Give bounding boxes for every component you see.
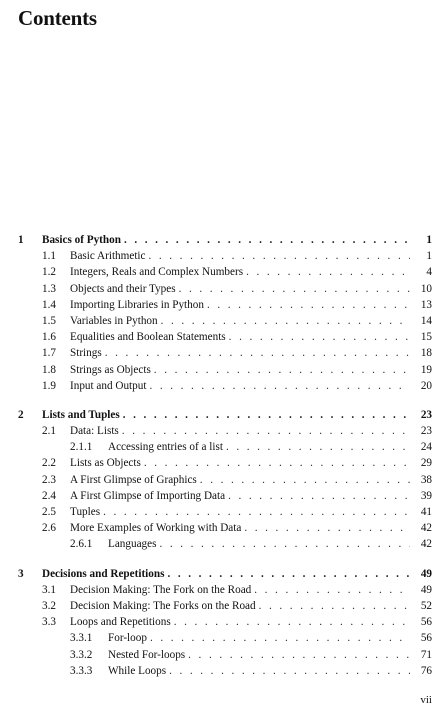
toc-section-entry[interactable] [0,297,446,313]
toc-section-entry[interactable] [0,455,446,471]
toc-entry-number: 2.6.1 [70,538,93,551]
toc-section-entry[interactable] [0,423,446,439]
toc-entry-page: 24 [420,441,432,454]
toc-entry-label-leader [42,232,410,248]
toc-section-entry[interactable] [0,582,446,598]
toc-entry-label-leader [70,362,410,378]
toc-entry-label-leader [42,566,410,582]
toc-entry-label-leader [108,439,410,455]
toc-entry-number: 3.3.1 [70,632,93,645]
toc-subsubsection-entry[interactable] [0,439,446,455]
toc-entry-label-leader [70,423,410,439]
toc-entry-label-leader [70,472,410,488]
toc-entry-number: 3.3.3 [70,664,93,677]
toc-chapter-block [0,566,446,679]
toc-section-entry[interactable] [0,614,446,630]
toc-entry-number: 3 [18,567,24,580]
toc-entry-title: Lists and Tuples [42,408,120,421]
toc-entry-number: 1.2 [42,266,56,279]
toc-section-entry[interactable] [0,281,446,297]
dot-leader [167,566,410,582]
toc-subsubsection-entry[interactable] [0,647,446,663]
dot-leader [105,345,410,361]
toc-entry-title: Input and Output [70,379,147,392]
toc-entry-title: For-loop [108,632,147,645]
toc-entry-title: A First Glimpse of Graphics [70,473,197,486]
toc-entry-number: 2.4 [42,489,56,502]
dot-leader [103,504,410,520]
toc-entry-number: 1.4 [42,298,56,311]
toc-entry-number: 1.1 [42,250,56,263]
toc-entry-label-leader [70,264,410,280]
toc-entry-number: 1.7 [42,347,56,360]
toc-entry-page: 23 [420,425,432,438]
toc-entry-page: 15 [420,331,432,344]
toc-entry-page: 42 [420,522,432,535]
toc-entry-label-leader [70,281,410,297]
toc-section-entry[interactable] [0,264,446,280]
toc-entry-title: Lists as Objects [70,457,141,470]
toc-entry-page: 71 [420,648,432,661]
toc-entry-number: 3.3.2 [70,648,93,661]
toc-entry-title: Data: Lists [70,425,119,438]
toc-entry-page: 52 [420,599,432,612]
toc-entry-page: 1 [426,234,432,246]
toc-entry-number: 1.6 [42,331,56,344]
toc-entry-page: 38 [420,473,432,486]
toc-entry-label-leader [108,536,410,552]
toc-entry-label-leader [70,520,410,536]
dot-leader [122,423,410,439]
page-number-folio: vii [420,694,432,706]
dot-leader [123,407,410,423]
dot-leader [246,264,410,280]
toc-entry-number: 2.6 [42,522,56,535]
toc-entry-label-leader [108,663,410,679]
dot-leader [254,582,410,598]
toc-entry-label-leader [70,614,410,630]
toc-section-entry[interactable] [0,520,446,536]
toc-entry-page: 10 [420,282,432,295]
toc-entry-title: Importing Libraries in Python [70,298,204,311]
toc-entry-page: 29 [420,457,432,470]
dot-leader [207,297,410,313]
toc-entry-label-leader [70,378,410,394]
dot-leader [149,378,410,394]
dot-leader [244,520,410,536]
toc-entry-label-leader [70,582,410,598]
toc-entry-page: 41 [420,506,432,518]
dot-leader [259,598,410,614]
toc-section-entry[interactable] [0,248,446,264]
toc-entry-page: 14 [420,314,432,327]
toc-entry-title: Basic Arithmetic [70,250,146,263]
dot-leader [149,248,411,264]
toc-entry-label-leader [70,297,410,313]
toc-entry-page: 13 [420,298,432,311]
toc-entry-title: Objects and their Types [70,282,176,295]
dot-leader [229,329,410,345]
toc-entry-label-leader [70,313,410,329]
toc-entry-number: 2.3 [42,473,56,486]
toc-entry-page: 4 [426,266,432,279]
toc-section-entry[interactable] [0,345,446,361]
toc-section-entry[interactable] [0,362,446,378]
toc-subsubsection-entry[interactable] [0,536,446,552]
toc-entry-title: Decision Making: The Fork on the Road [70,583,252,596]
toc-entry-page: 20 [420,379,432,392]
toc-chapter-block [0,407,446,553]
toc-entry-number: 3.1 [42,583,56,596]
toc-entry-number: 2 [18,408,24,421]
toc-entry-page: 19 [420,363,432,376]
dot-leader [169,663,410,679]
toc-entry-label-leader [108,630,410,646]
dot-leader [150,630,410,646]
toc-entry-page: 18 [420,347,432,360]
toc-entry-page: 1 [426,250,432,263]
toc-entry-number: 1.5 [42,314,56,327]
toc-entry-number: 2.1 [42,425,56,438]
toc-section-entry[interactable] [0,378,446,394]
toc-entry-page: 42 [420,538,432,551]
toc-entry-title: More Examples of Working with Data [70,522,242,535]
toc-entry-number: 2.1.1 [70,441,93,454]
toc-entry-label-leader [70,345,410,361]
toc-entry-label-leader [108,647,410,663]
toc-entry-number: 2.5 [42,506,56,518]
dot-leader [161,313,410,329]
toc-entry-title: Accessing entries of a list [108,441,223,454]
toc-entry-page: 23 [420,408,432,421]
toc-chapter-entry[interactable] [0,566,446,582]
toc-section-entry[interactable] [0,329,446,345]
dot-leader [159,536,410,552]
toc-entry-page: 56 [420,616,432,629]
toc-entry-page: 56 [420,632,432,645]
toc-entry-page: 49 [420,583,432,596]
toc-entry-label-leader [70,455,410,471]
toc-chapter-entry[interactable] [0,232,446,248]
toc-entry-label-leader [70,504,410,520]
toc-entry-page: 49 [420,567,432,580]
toc-entry-label-leader [70,248,410,264]
toc-entry-title: Tuples [70,506,101,518]
dot-leader [179,281,410,297]
toc-entry-title: Nested For-loops [108,648,186,661]
toc-section-entry[interactable] [0,313,446,329]
toc-entry-title: Languages [108,538,157,551]
toc-subsubsection-entry[interactable] [0,630,446,646]
toc-entry-title: Basics of Python [42,234,121,246]
toc-entry-title: Integers, Reals and Complex Numbers [70,266,244,279]
toc-entry-title: A First Glimpse of Importing Data [70,489,226,502]
toc-entry-number: 2.2 [42,457,56,470]
toc-section-entry[interactable] [0,504,446,520]
toc-entry-label-leader [70,598,410,614]
toc-entry-number: 1 [18,234,24,246]
toc-section-entry[interactable] [0,472,446,488]
toc-entry-label-leader [70,488,410,504]
dot-leader [144,455,410,471]
toc-entry-title: Variables in Python [70,314,158,327]
toc-entry-number: 1.9 [42,379,56,392]
toc-section-entry[interactable] [0,488,446,504]
page-title: Contents [18,6,97,30]
toc-entry-title: Strings as Objects [70,363,151,376]
toc-entry-number: 1.8 [42,363,56,376]
toc-entry-title: While Loops [108,664,167,677]
toc-chapter-block [0,232,446,394]
toc-entry-label-leader [70,329,410,345]
toc-entry-title: Loops and Repetitions [70,616,171,629]
toc-entry-page: 39 [420,489,432,502]
toc-entry-title: Strings [70,347,102,360]
toc-entry-title: Decision Making: The Forks on the Road [70,599,256,612]
dot-leader [228,488,410,504]
dot-leader [154,362,410,378]
dot-leader [174,614,410,630]
table-of-contents [0,232,446,692]
dot-leader [226,439,410,455]
dot-leader [124,232,410,248]
toc-entry-label-leader [42,407,410,423]
toc-entry-number: 1.3 [42,282,56,295]
toc-entry-page: 76 [420,664,432,677]
dot-leader [188,647,410,663]
toc-section-entry[interactable] [0,598,446,614]
toc-subsubsection-entry[interactable] [0,663,446,679]
toc-entry-number: 3.2 [42,599,56,612]
toc-entry-title: Decisions and Repetitions [42,567,165,580]
dot-leader [200,472,410,488]
toc-entry-title: Equalities and Boolean Statements [70,331,226,344]
toc-entry-number: 3.3 [42,616,56,629]
toc-chapter-entry[interactable] [0,407,446,423]
